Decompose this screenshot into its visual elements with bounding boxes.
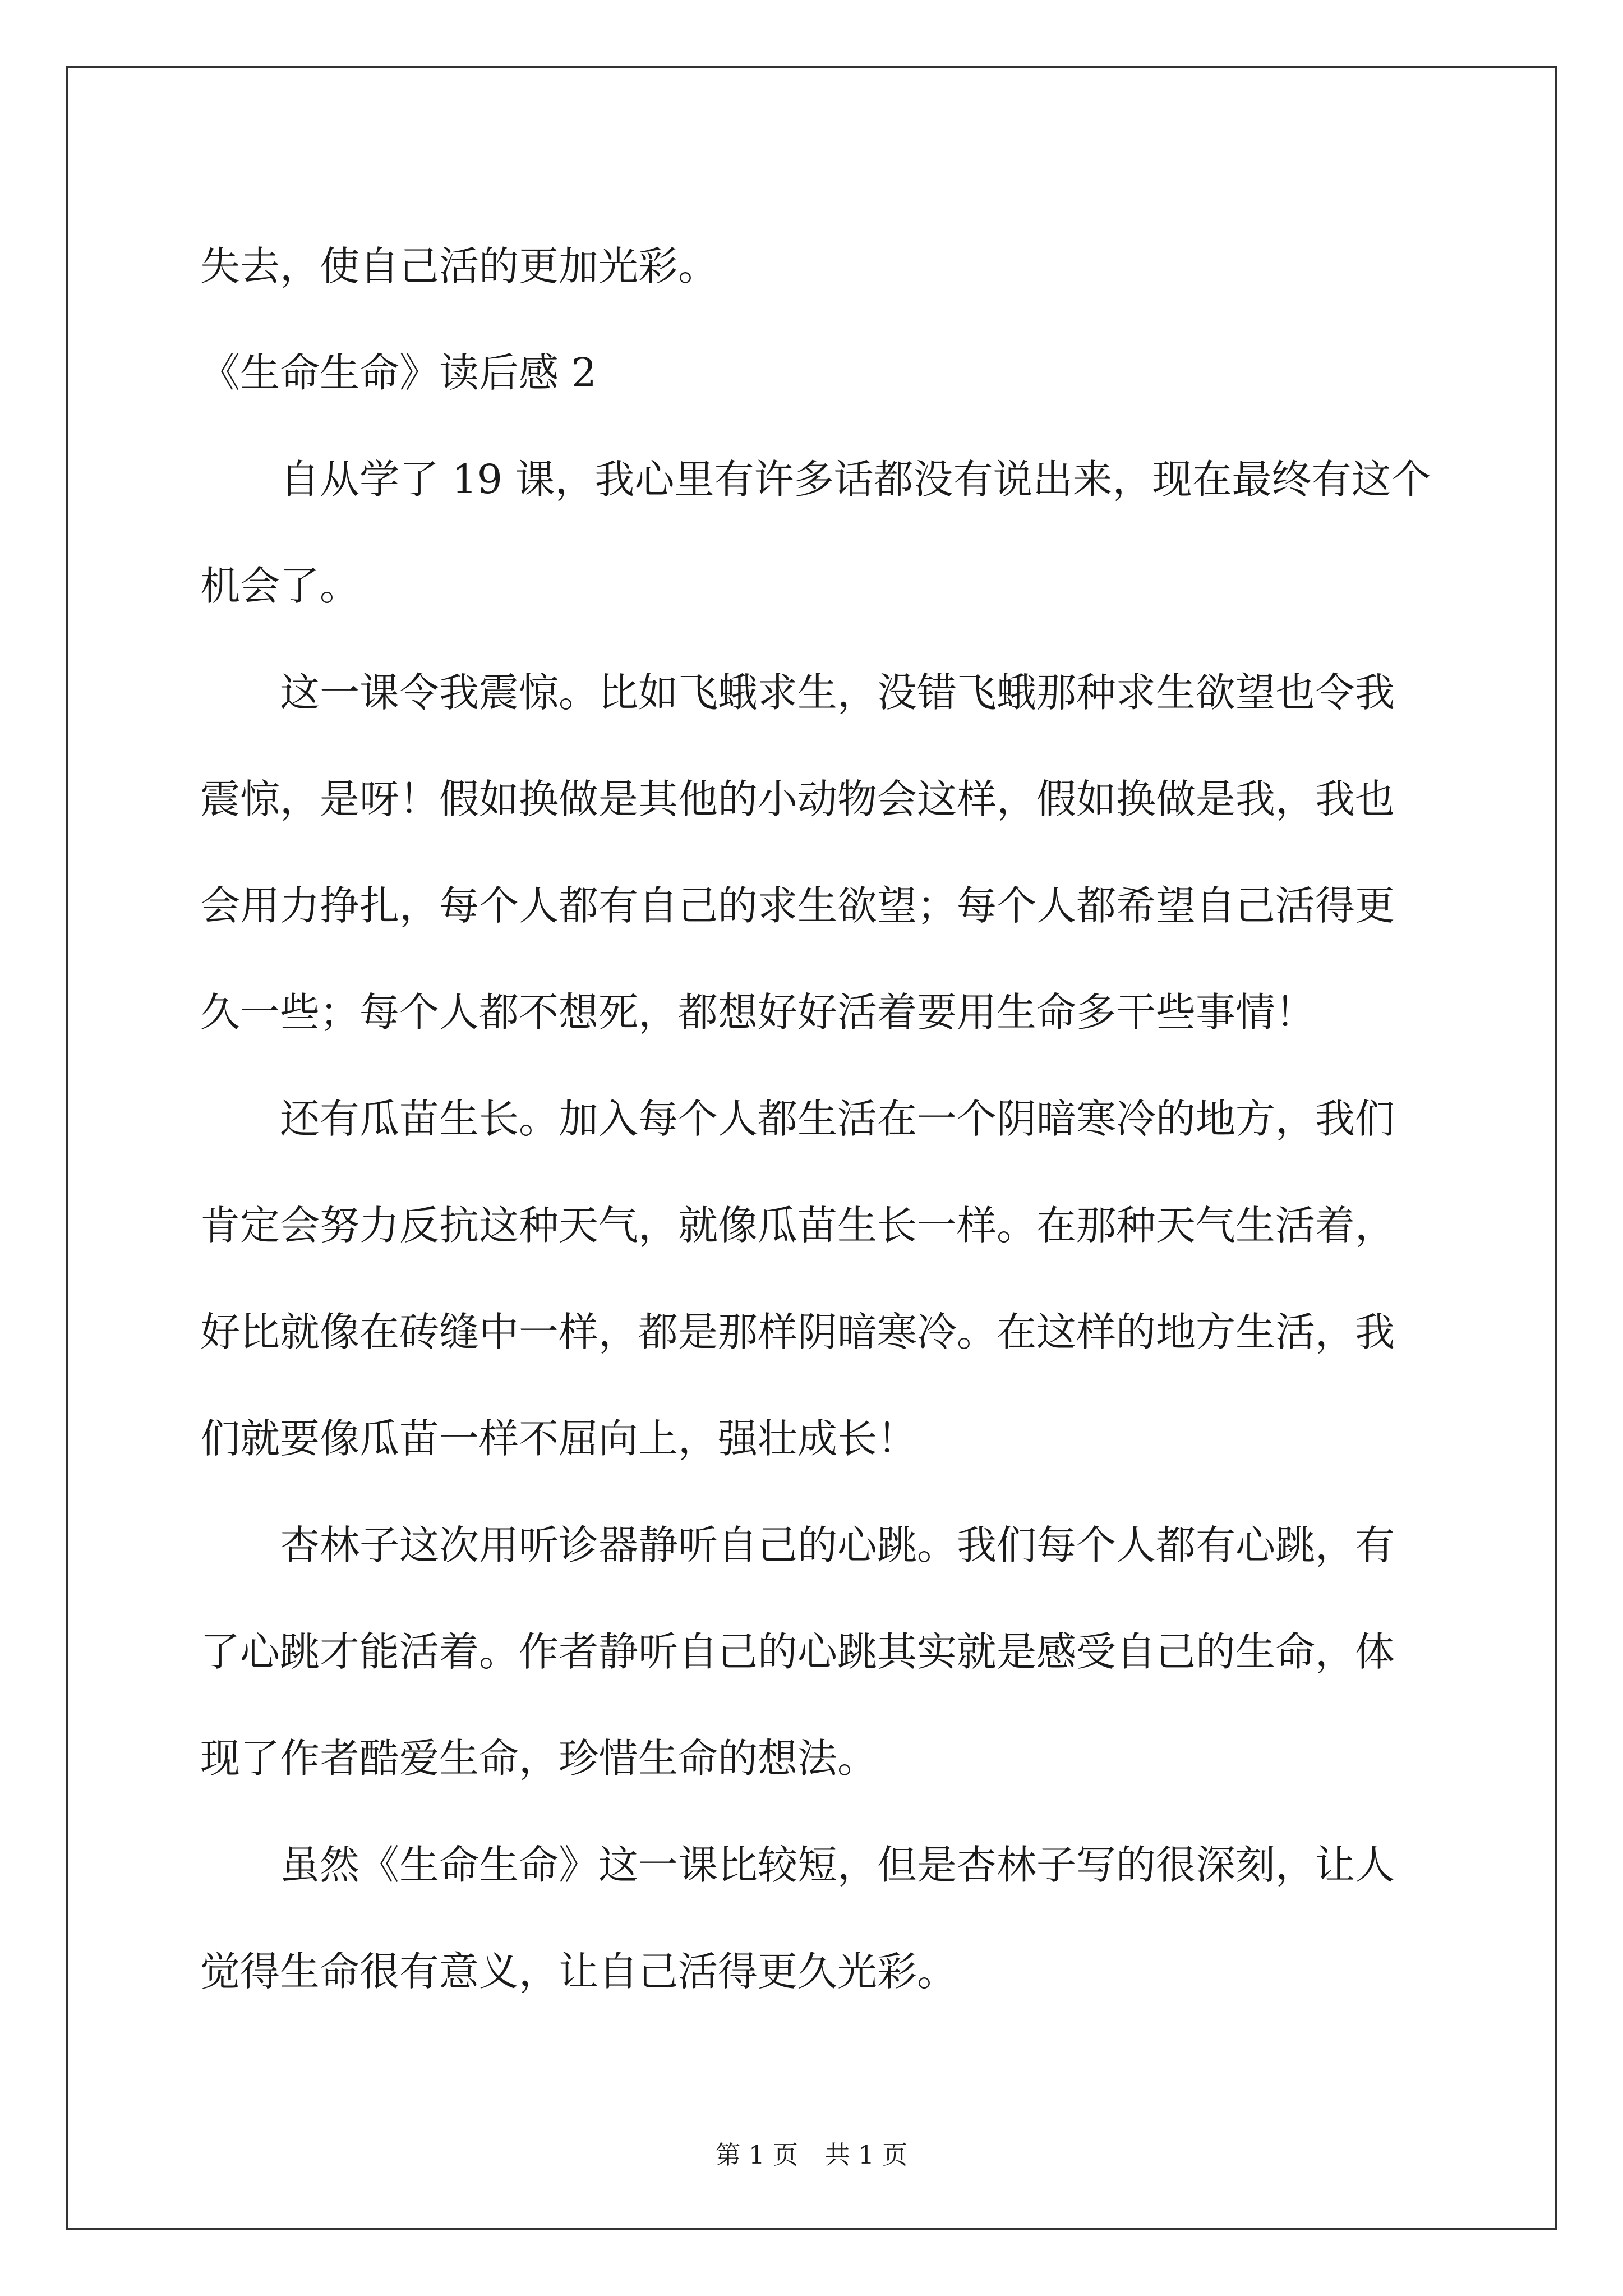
paragraph-3-line-2: 肯定会努力反抗这种天气，就像瓜苗生长一样。在那种天气生活着， (200, 1202, 1395, 1249)
section-heading: 《生命生命》读后感 2 (200, 349, 597, 396)
paragraph-1-line-2: 机会了。 (200, 563, 360, 609)
text-line-1: 失去，使自己活的更加光彩。 (200, 243, 718, 289)
paragraph-4-line-1: 杏林子这次用听诊器静听自己的心跳。我们每个人都有心跳，有 (280, 1522, 1395, 1568)
paragraph-4-line-2: 了心跳才能活着。作者静听自己的心跳其实就是感受自己的生命，体 (200, 1628, 1395, 1675)
paragraph-5-line-2: 觉得生命很有意义，让自己活得更久光彩。 (200, 1948, 957, 1995)
paragraph-5-line-1: 虽然《生命生命》这一课比较短，但是杏林子写的很深刻，让人 (280, 1842, 1395, 1888)
paragraph-2-line-2: 震惊，是呀！假如换做是其他的小动物会这样，假如换做是我，我也 (200, 776, 1395, 822)
paragraph-4-line-3: 现了作者酷爱生命，珍惜生命的想法。 (200, 1735, 878, 1782)
paragraph-2-line-3: 会用力挣扎，每个人都有自己的求生欲望；每个人都希望自己活得更 (200, 882, 1395, 929)
paragraph-3-line-3: 好比就像在砖缝中一样，都是那样阴暗寒冷。在这样的地方生活，我 (200, 1309, 1395, 1355)
document-body (200, 213, 1431, 2025)
page-number: 第 1 页 (715, 2140, 798, 2170)
paragraph-3-line-4: 们就要像瓜苗一样不屈向上，强壮成长！ (200, 1415, 917, 1462)
paragraph-1-line-1: 自从学了 19 课，我心里有许多话都没有说出来，现在最终有这个 (280, 456, 1431, 503)
paragraph-2-line-1: 这一课令我震惊。比如飞蛾求生，没错飞蛾那种求生欲望也令我 (280, 669, 1395, 716)
page-footer (0, 2138, 1623, 2172)
paragraph-2-line-4: 久一些；每个人都不想死，都想好好活着要用生命多干些事情！ (200, 989, 1316, 1036)
page-total: 共 1 页 (825, 2140, 908, 2170)
paragraph-3-line-1: 还有瓜苗生长。加入每个人都生活在一个阴暗寒冷的地方，我们 (280, 1096, 1395, 1142)
